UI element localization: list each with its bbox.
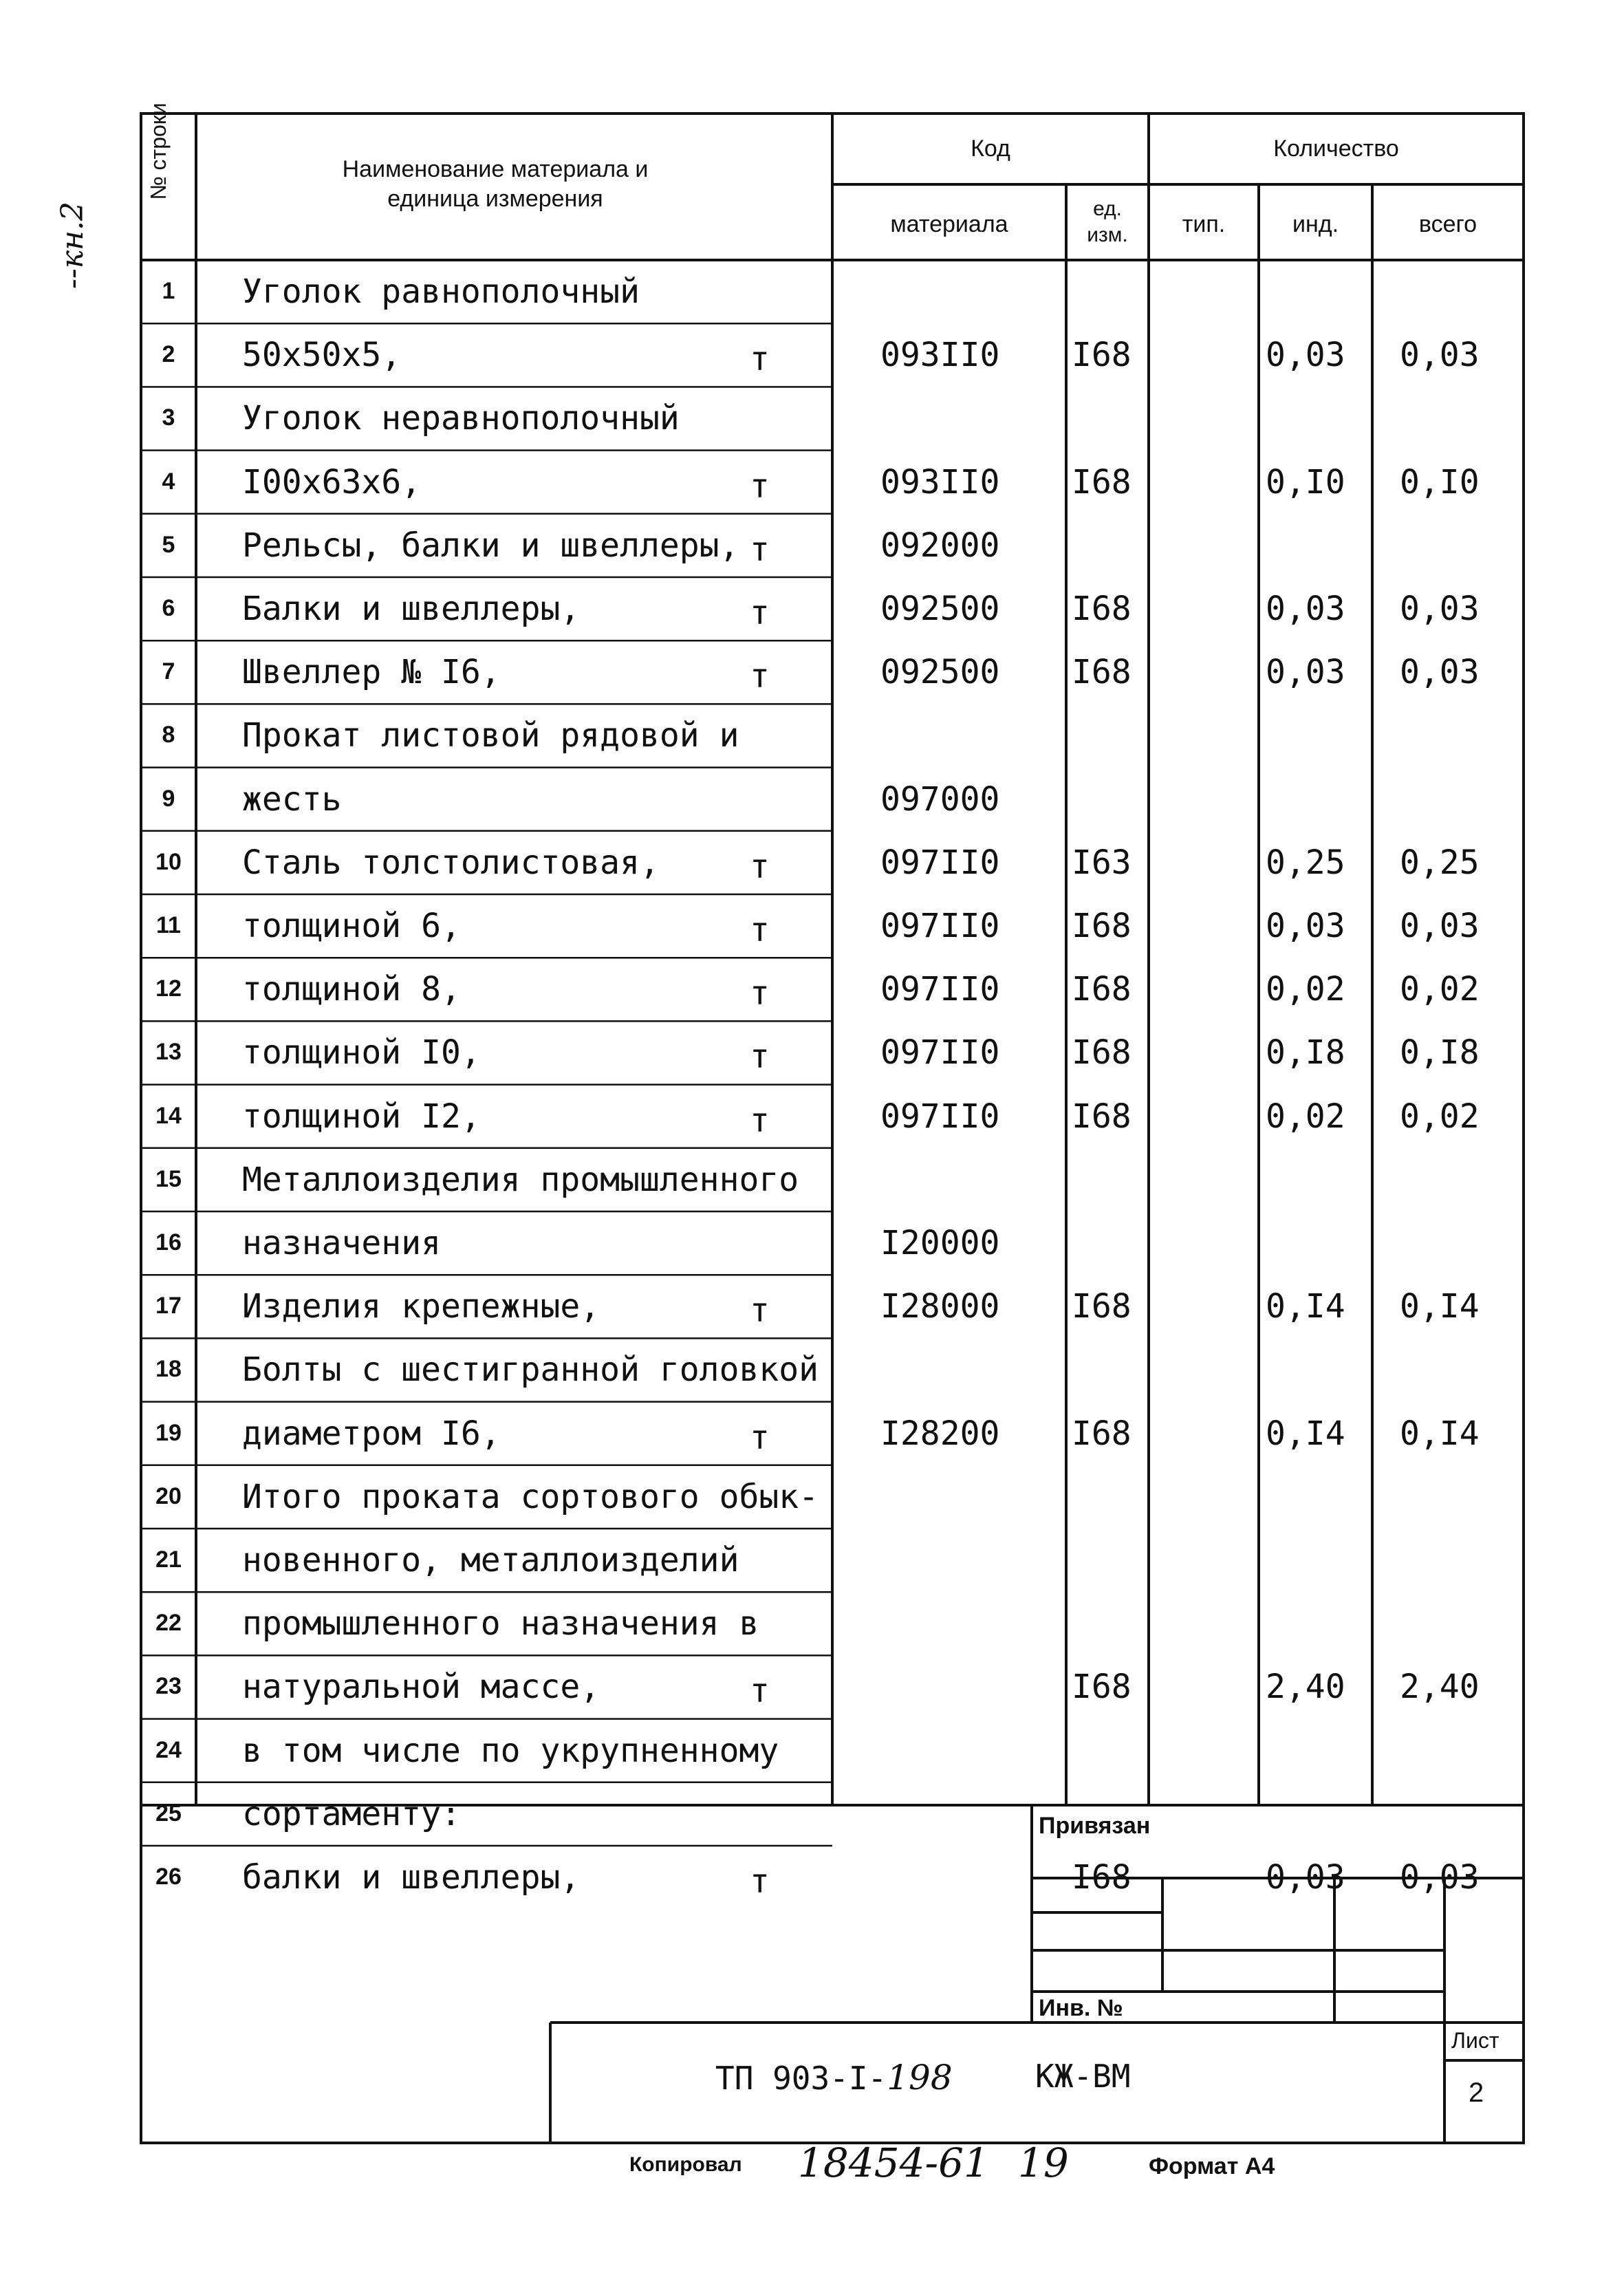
row-number: 22 bbox=[155, 1610, 182, 1637]
quantity-total: 0,03 bbox=[1400, 653, 1480, 692]
material-code: 092500 bbox=[880, 653, 1000, 692]
row-number: 11 bbox=[156, 912, 181, 938]
unit-code: I68 bbox=[1072, 1858, 1132, 1897]
footer-handwritten-page: 19 bbox=[1018, 2139, 1069, 2186]
sheet-number: 2 bbox=[1469, 2078, 1484, 2108]
material-code: 097000 bbox=[880, 779, 1000, 819]
header-ind: инд. bbox=[1292, 211, 1339, 237]
row-number: 25 bbox=[155, 1800, 182, 1826]
unit-of-measure: т bbox=[750, 340, 770, 379]
quantity-total: 0,03 bbox=[1400, 590, 1480, 628]
material-name: Уголок неравнополочный bbox=[242, 399, 680, 438]
unit-of-measure: т bbox=[750, 1037, 770, 1077]
row-number: 6 bbox=[162, 595, 175, 621]
margin-note: --кн.2 bbox=[55, 202, 90, 289]
material-code: 097II0 bbox=[880, 907, 1000, 945]
unit-code: I68 bbox=[1072, 1033, 1132, 1072]
row-number: 12 bbox=[155, 975, 182, 1002]
material-name: новенного, металлоизделий bbox=[242, 1541, 739, 1579]
unit-code: I68 bbox=[1072, 336, 1132, 375]
row-number: 14 bbox=[155, 1102, 182, 1129]
unit-code: I68 bbox=[1072, 1097, 1132, 1136]
material-name: сортаменту: bbox=[242, 1794, 461, 1833]
header-typ: тип. bbox=[1182, 211, 1226, 237]
material-name: Уголок равнополочный bbox=[242, 272, 640, 311]
material-name: жесть bbox=[242, 779, 342, 819]
material-name: натуральной массе, bbox=[242, 1668, 600, 1707]
material-code: 097II0 bbox=[880, 843, 1000, 882]
quantity-total: 0,03 bbox=[1400, 907, 1480, 945]
material-name: назначения bbox=[242, 1224, 441, 1262]
row-number: 16 bbox=[155, 1229, 182, 1255]
header-code: Код bbox=[971, 136, 1010, 162]
document-code bbox=[715, 2058, 953, 2098]
unit-of-measure: т bbox=[750, 594, 770, 632]
material-name: Балки и швеллеры, bbox=[242, 590, 581, 628]
unit-of-measure: т bbox=[750, 1101, 770, 1140]
material-name: толщиной I0, bbox=[242, 1033, 481, 1072]
row-number: 21 bbox=[155, 1546, 182, 1573]
row-number: 13 bbox=[155, 1039, 182, 1066]
quantity-total: 0,25 bbox=[1400, 843, 1480, 882]
unit-code: I68 bbox=[1072, 907, 1132, 945]
header-name: Наименование материала и единица измерения bbox=[342, 156, 649, 212]
unit-code: I68 bbox=[1072, 462, 1132, 502]
unit-of-measure: т bbox=[750, 1862, 770, 1901]
row-number: 23 bbox=[155, 1673, 182, 1700]
material-name: Швеллер № I6, bbox=[242, 653, 501, 692]
material-name: в том числе по укрупненному bbox=[242, 1731, 779, 1770]
quantity-ind: 2,40 bbox=[1266, 1668, 1345, 1707]
quantity-total: 0,03 bbox=[1400, 336, 1480, 375]
material-name: Рельсы, балки и швеллеры, bbox=[242, 526, 739, 565]
material-code: 097II0 bbox=[880, 970, 1000, 1009]
material-code: I28200 bbox=[880, 1414, 1000, 1453]
document-suffix: КЖ-ВМ bbox=[1035, 2058, 1131, 2095]
quantity-total: 0,I4 bbox=[1400, 1287, 1480, 1326]
quantity-ind: 0,03 bbox=[1266, 1858, 1345, 1897]
unit-of-measure: т bbox=[750, 657, 770, 696]
row-number: 4 bbox=[162, 468, 175, 495]
material-name: промышленного назначения в bbox=[242, 1604, 759, 1643]
row-number: 24 bbox=[155, 1736, 182, 1763]
material-code: 097II0 bbox=[880, 1033, 1000, 1072]
material-name: Итого проката сортового обык- bbox=[242, 1477, 819, 1516]
material-name: Металлоизделия промышленного bbox=[242, 1160, 799, 1199]
material-code: 097II0 bbox=[880, 1097, 1000, 1136]
material-code: I28000 bbox=[880, 1287, 1000, 1326]
sheet-label: Лист bbox=[1451, 2028, 1500, 2053]
unit-code: I68 bbox=[1072, 1668, 1132, 1707]
material-code: 092500 bbox=[880, 590, 1000, 628]
quantity-total: 0,I0 bbox=[1400, 462, 1480, 502]
quantity-total: 2,40 bbox=[1400, 1668, 1480, 1707]
quantity-total: 0,I8 bbox=[1400, 1033, 1480, 1072]
row-number: 2 bbox=[162, 341, 175, 368]
header-quantity: Количество bbox=[1273, 136, 1399, 162]
inventory-label: Инв. № bbox=[1039, 1995, 1123, 2021]
document-code-handwritten: 198 bbox=[887, 2058, 953, 2098]
format-label: Формат А4 bbox=[1149, 2153, 1275, 2179]
material-code: 093II0 bbox=[880, 336, 1000, 375]
material-name: Болты с шестигранной головкой bbox=[242, 1350, 819, 1390]
unit-of-measure: т bbox=[750, 1672, 770, 1711]
unit-code: I68 bbox=[1072, 970, 1132, 1009]
row-number: 3 bbox=[162, 405, 175, 431]
quantity-total: 0,02 bbox=[1400, 970, 1480, 1009]
row-number: 20 bbox=[155, 1482, 182, 1509]
quantity-ind: 0,02 bbox=[1266, 970, 1345, 1009]
quantity-ind: 0,03 bbox=[1266, 653, 1345, 692]
quantity-ind: 0,I0 bbox=[1266, 462, 1345, 502]
row-number: 18 bbox=[155, 1356, 182, 1383]
unit-of-measure: т bbox=[750, 466, 770, 506]
row-number: 9 bbox=[162, 785, 175, 812]
footer-handwritten-number: 18454-61 bbox=[798, 2139, 989, 2186]
copied-label: Копировал bbox=[629, 2153, 742, 2176]
material-name: толщиной I2, bbox=[242, 1097, 481, 1136]
material-code: 092000 bbox=[880, 526, 1000, 565]
row-number: 19 bbox=[155, 1419, 182, 1446]
quantity-ind: 0,03 bbox=[1266, 907, 1345, 945]
material-name: толщиной 8, bbox=[242, 970, 461, 1009]
row-number: 26 bbox=[155, 1864, 182, 1890]
material-name: I00x63x6, bbox=[242, 462, 422, 502]
unit-of-measure: т bbox=[750, 847, 770, 886]
header-total: всего bbox=[1418, 211, 1477, 237]
header-material: материала bbox=[890, 211, 1008, 237]
quantity-ind: 0,02 bbox=[1266, 1097, 1345, 1136]
quantity-total: 0,I4 bbox=[1400, 1414, 1480, 1453]
row-number: 5 bbox=[162, 531, 175, 558]
quantity-total: 0,03 bbox=[1400, 1858, 1480, 1897]
row-number: 1 bbox=[162, 278, 175, 304]
unit-code: I68 bbox=[1072, 653, 1132, 692]
material-code: I20000 bbox=[880, 1224, 1000, 1262]
row-number: 10 bbox=[155, 848, 182, 875]
document-code-prefix: ТП 903-I- bbox=[715, 2060, 887, 2097]
unit-code: I68 bbox=[1072, 1414, 1132, 1453]
material-name: 50x50x5, bbox=[242, 336, 402, 375]
unit-code: I63 bbox=[1072, 843, 1132, 882]
quantity-ind: 0,I4 bbox=[1266, 1287, 1345, 1326]
attached-label: Привязан bbox=[1039, 1813, 1151, 1839]
row-number: 7 bbox=[162, 658, 175, 685]
quantity-ind: 0,03 bbox=[1266, 336, 1345, 375]
quantity-total: 0,02 bbox=[1400, 1097, 1480, 1136]
material-name: Прокат листовой рядовой и bbox=[242, 716, 739, 755]
material-name: Изделия крепежные, bbox=[242, 1287, 600, 1326]
row-number: 8 bbox=[162, 722, 175, 748]
material-name: диаметром I6, bbox=[242, 1414, 501, 1453]
row-number: 17 bbox=[155, 1293, 182, 1319]
quantity-ind: 0,I4 bbox=[1266, 1414, 1345, 1453]
material-code: 093II0 bbox=[880, 462, 1000, 502]
quantity-ind: 0,03 bbox=[1266, 590, 1345, 628]
material-name: толщиной 6, bbox=[242, 907, 461, 945]
unit-of-measure: т bbox=[750, 1291, 770, 1330]
material-name: балки и швеллеры, bbox=[242, 1858, 581, 1897]
row-number: 15 bbox=[155, 1165, 182, 1192]
unit-of-measure: т bbox=[750, 911, 770, 949]
header-row-no: № строки bbox=[146, 103, 171, 200]
unit-of-measure: т bbox=[750, 974, 770, 1013]
unit-of-measure: т bbox=[750, 530, 770, 569]
header-unit: ед. изм. bbox=[1087, 197, 1128, 246]
unit-code: I68 bbox=[1072, 1287, 1132, 1326]
quantity-ind: 0,I8 bbox=[1266, 1033, 1345, 1072]
unit-code: I68 bbox=[1072, 590, 1132, 628]
unit-of-measure: т bbox=[750, 1418, 770, 1457]
quantity-ind: 0,25 bbox=[1266, 843, 1345, 882]
material-name: Сталь толстолистовая, bbox=[242, 843, 660, 882]
